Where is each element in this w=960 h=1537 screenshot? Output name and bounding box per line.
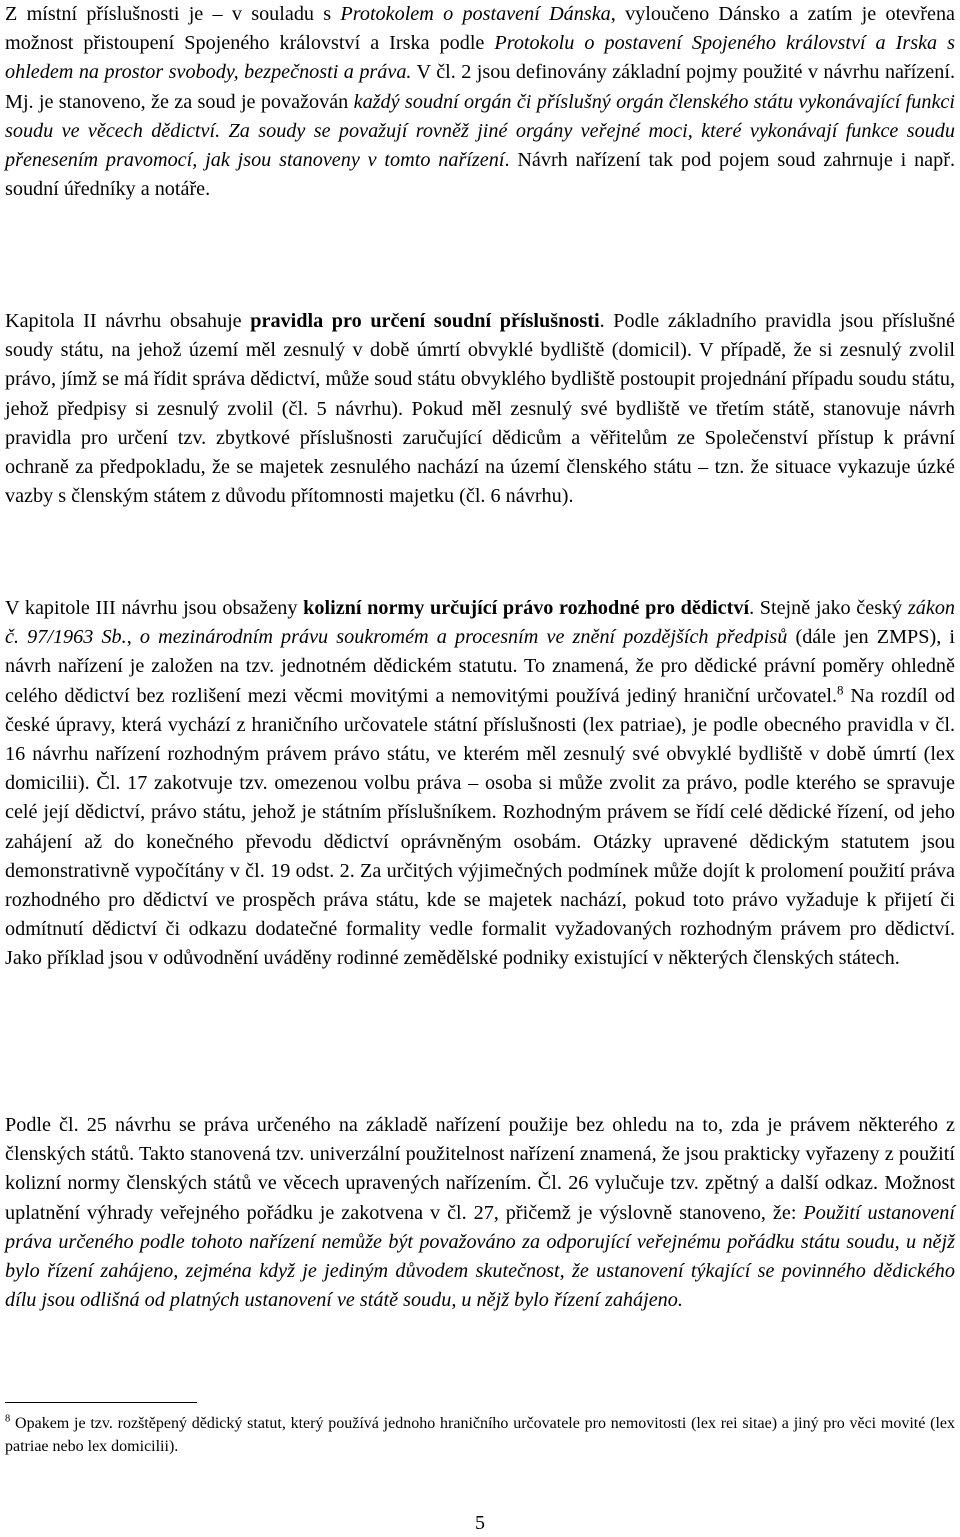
body-text: , vyloučeno Dánsko a zatím je otevřena možnost přistoupení Spojeného království a Irska podle (5, 3, 955, 55)
italic-text: zákon č. 97/1963 Sb. (5, 597, 956, 649)
italic-text: Protokolu o postavení Spojeného království a Irska s ohledem na prostor svobody, bezpečnosti a práva. (5, 32, 955, 84)
body-text: V kapitole III návrhu jsou obsaženy (5, 597, 304, 619)
paragraph-chapter-3-conflict-rules (5, 594, 955, 974)
body-text: (dále jen ZMPS), i návrh nařízení je založen na tzv. jednotném dědickém statutu. To znamená, že pro dědické právní poměry ohledně celého dědictví bez rozlišení mezi věcmi movitými a nemovitými používá jediný hraniční určovatel. (5, 626, 956, 707)
italic-text: Protokolem o postavení Dánska (340, 3, 611, 25)
body-text: Kapitola II návrhu obsahuje (5, 310, 251, 332)
italic-text: o mezinárodním právu soukromém a procesním ve znění pozdějších předpisů (139, 626, 788, 649)
footnote-8 (5, 1412, 955, 1458)
paragraph-public-policy (5, 1111, 955, 1315)
page-number: 5 (475, 1512, 485, 1534)
footnote-separator (5, 1402, 197, 1403)
bold-text: kolizní normy určující právo rozhodné pro dědictví (303, 597, 750, 619)
body-text: Na rozdíl od české úpravy, která vychází z hraničního určovatele státní příslušnosti (lex patriae), je podle obecného pravidla v čl. 16 návrhu nařízení rozhodným právem právo státu, ve kterém měl zesnulý své obvyklé bydliště v době úmrtí (lex domicilii). Čl. 17 zakotvuje tzv. omezenou volbu práva – osoba si může zvolit za právo, podle kterého se spravuje celé její dědictví, právo státu, jehož je státním příslušníkem. Rozhodným právem se řídí celé dědické řízení, od jeho zahájení až do konečného převodu dědictví oprávněným osobám. Otázky upravené dědickým statutem jsou demonstrativně vypočítány v čl. 19 odst. 2. Za určitých výjimečných podmínek může dojít k prolomení použití práva rozhodného pro dědictví ve prospěch práva státu, kde se majetek nachází, pokud toto právo vyžaduje k přijetí či odmítnutí dědictví či odkazu dodatečné formality vedle formalit vyžadovaných rozhodným právem pro dědictví. Jako příklad jsou v odůvodnění uváděny rodinné zemědělské podniky existující v některých členských státech. (5, 684, 955, 970)
body-text: . Podle základního pravidla jsou příslušné soudy státu, na jehož území měl zesnulý v době úmrtí obvyklé bydliště (domicil). V případě, že si zesnulý zvolil právo, jímž se má řídit správa dědictví, může soud státu obvyklého bydliště postoupit projednání případu soudu státu, jehož předpisy si zesnulý zvolil (čl. 5 návrhu). Pokud měl zesnulý své bydliště ve třetím státě, stanovuje návrh pravidla pro určení tzv. zbytkové příslušnosti zaručující dědicům a věřitelům ze Společenství přístup k právní ochraně za předpokladu, že se majetek zesnulého nachází na území členského státu – tzn. že situace vykazuje úzké vazby s členským státem z důvodu přítomnosti majetku (čl. 6 návrhu). (5, 310, 955, 508)
footnote-marker: 8 (5, 1413, 11, 1425)
body-text: . Návrh nařízení tak pod pojem soud zahrnuje i např. soudní úředníky a notáře. (5, 149, 955, 201)
footnote-reference: 8 (837, 681, 844, 697)
body-text: , (126, 626, 140, 649)
body-text: V čl. 2 jsou definovány základní pojmy použité v návrhu nařízení. Mj. je stanoveno, že za soud je považován (5, 61, 955, 113)
bold-text: pravidla pro určení soudní příslušnosti (250, 310, 600, 332)
body-text: Z místní příslušnosti je – v souladu s (5, 3, 341, 25)
italic-text: každý soudní orgán či příslušný orgán členského státu vykonávající funkci soudu ve věcech dědictví. Za soudy se považují rovněž jiné orgány veřejné moci, které vykonávají funkce soudu přenesením pravomocí, jak jsou stanoveny v tomto nařízení (5, 90, 955, 172)
body-text: Podle čl. 25 návrhu se práva určeného na základě nařízení použije bez ohledu na to, zda je právem některého z členských států. Takto stanovená tzv. univerzální použitelnost nařízení znamená, že jsou prakticky vyřazeny z použití kolizní normy členských států ve věcech upravených nařízením. Čl. 26 vylučuje tzv. zpětný a další odkaz. Možnost uplatnění výhrady veřejného pořádku je zakotvena v čl. 27, přičemž je výslovně stanoveno, že: (5, 1114, 955, 1224)
paragraph-chapter-2-jurisdiction (5, 307, 955, 511)
body-text: . Stejně jako český (749, 597, 908, 619)
italic-text: Použití ustanovení práva určeného podle tohoto nařízení nemůže být považováno za odporující veřejnému pořádku státu soudu, u nějž bylo řízení zahájeno, zejména když je jediným důvodem skutečnost, že ustanovení týkající se povinného dědického dílu jsou odlišná od platných ustanovení ve státě soudu, u nějž bylo řízení zahájeno. (5, 1201, 955, 1312)
footnote-text: Opakem je tzv. rozštěpený dědický statut, který používá jednoho hraničního určovatele pro nemovitosti (lex rei sitae) a jiný pro věci movité (lex patriae nebo lex domicilii). (5, 1415, 955, 1455)
paragraph-territorial-jurisdiction (5, 0, 955, 204)
